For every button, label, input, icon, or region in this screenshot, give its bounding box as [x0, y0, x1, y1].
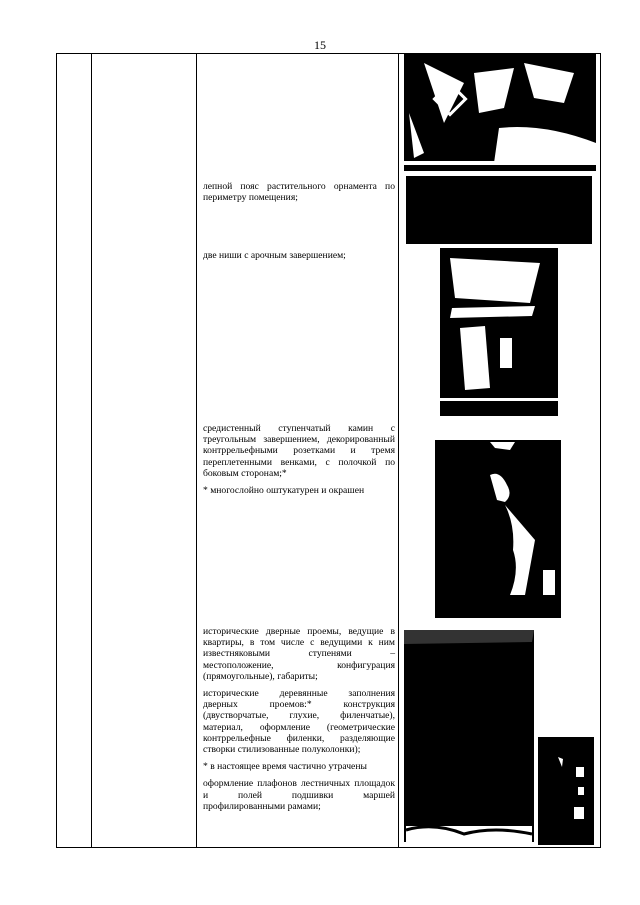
row-text: исторические дверные проемы, ведущие в квартиры, в том числе с ведущими к ним известняковыми ступенями – местоположение, конфигурация (прямоугольные), габариты; — [203, 626, 395, 682]
column-divider — [196, 54, 197, 847]
row-doorways — [203, 626, 395, 818]
row-footnote: * многослойно оштукатурен и окрашен — [203, 485, 365, 497]
row-frieze — [203, 181, 395, 209]
ornate-ceiling-photo — [404, 53, 596, 171]
doorway-photo — [404, 630, 534, 842]
fireplace-photo — [435, 430, 561, 618]
row-fireplace — [203, 423, 395, 502]
column-divider — [398, 54, 399, 847]
row-text: средистенный ступенчатый камин с треугольным завершением, декорированный контррельефными розетками и тремя переплетенными венками, с полочкой по боковым сторонам;* — [203, 423, 395, 479]
page-number: 15 — [314, 38, 326, 52]
row-niches — [203, 250, 395, 267]
row-text: оформление плафонов лестничных площадок и полей подшивки маршей профилированными рамами; — [203, 778, 395, 812]
arched-niche-photo — [440, 248, 558, 416]
frieze-photo — [406, 176, 592, 244]
row-text: исторические деревянные заполнения дверных проемов:* конструкция (двустворчатые, глухие, филенчатые), материал, оформление (геометрические контррельефные филенки, разделяющие створки стилизованные полуколонки); — [203, 688, 395, 756]
column-divider — [91, 54, 92, 847]
row-text: две ниши с арочным завершением; — [203, 250, 346, 261]
door-detail-photo — [538, 737, 594, 845]
row-text: лепной пояс растительного орнамента по периметру помещения; — [203, 181, 395, 204]
row-footnote: * в настоящее время частично утрачены — [203, 761, 367, 773]
